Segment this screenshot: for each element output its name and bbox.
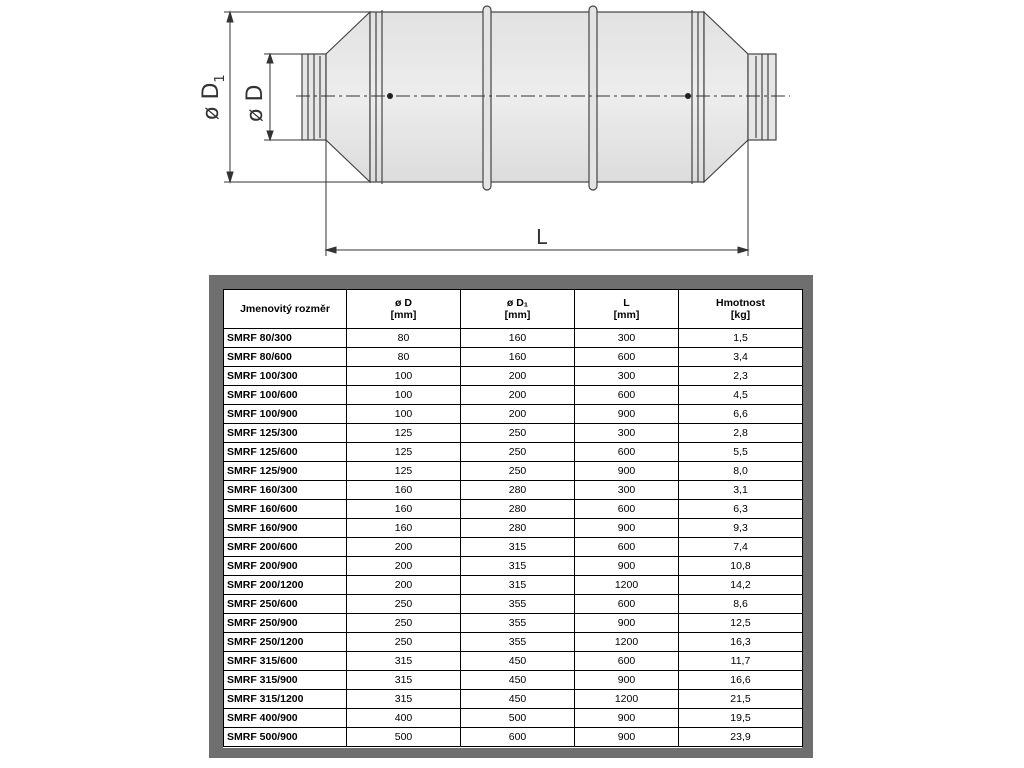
value-cell: 200 [347, 557, 461, 576]
column-header [575, 290, 679, 329]
value-cell: 900 [575, 671, 679, 690]
value-cell: 100 [347, 386, 461, 405]
table-row [224, 614, 803, 633]
size-name-cell: SMRF 315/900 [224, 671, 347, 690]
table-panel [223, 289, 802, 748]
size-name-cell: SMRF 160/300 [224, 481, 347, 500]
value-cell: 160 [461, 329, 575, 348]
value-cell: 5,5 [679, 443, 803, 462]
size-name-cell: SMRF 100/900 [224, 405, 347, 424]
value-cell: 9,3 [679, 519, 803, 538]
value-cell: 900 [575, 405, 679, 424]
table-row [224, 709, 803, 728]
column-header-label: Hmotnost [716, 297, 765, 309]
value-cell: 100 [347, 367, 461, 386]
value-cell: 8,0 [679, 462, 803, 481]
column-header-label: ø D₁ [506, 297, 529, 309]
value-cell: 3,1 [679, 481, 803, 500]
value-cell: 1200 [575, 690, 679, 709]
size-name-cell: SMRF 315/1200 [224, 690, 347, 709]
column-header [461, 290, 575, 329]
value-cell: 355 [461, 633, 575, 652]
value-cell: 450 [461, 652, 575, 671]
label-d1: ø $D_1$ [199, 74, 228, 120]
value-cell: 100 [347, 405, 461, 424]
column-header [347, 290, 461, 329]
table-row [224, 405, 803, 424]
value-cell: 600 [575, 348, 679, 367]
size-name-cell: SMRF 125/900 [224, 462, 347, 481]
value-cell: 7,4 [679, 538, 803, 557]
value-cell: 160 [347, 500, 461, 519]
table-row [224, 481, 803, 500]
size-name-cell: SMRF 200/600 [224, 538, 347, 557]
size-name-cell: SMRF 125/600 [224, 443, 347, 462]
value-cell: 19,5 [679, 709, 803, 728]
column-header-unit: [mm] [504, 309, 531, 321]
size-name-cell: SMRF 250/600 [224, 595, 347, 614]
label-l: L [536, 225, 548, 249]
value-cell: 315 [461, 538, 575, 557]
table-row [224, 690, 803, 709]
table-row [224, 500, 803, 519]
size-name-cell: SMRF 80/300 [224, 329, 347, 348]
value-cell: 80 [347, 348, 461, 367]
value-cell: 250 [461, 424, 575, 443]
value-cell: 4,5 [679, 386, 803, 405]
value-cell: 300 [575, 329, 679, 348]
column-header-label: L [623, 297, 630, 309]
value-cell: 16,3 [679, 633, 803, 652]
value-cell: 315 [461, 576, 575, 595]
value-cell: 23,9 [679, 728, 803, 747]
value-cell: 280 [461, 519, 575, 538]
value-cell: 450 [461, 671, 575, 690]
silencer-technical-drawing [0, 0, 1024, 270]
value-cell: 2,3 [679, 367, 803, 386]
value-cell: 600 [575, 443, 679, 462]
table-row [224, 367, 803, 386]
table-row [224, 443, 803, 462]
value-cell: 600 [575, 652, 679, 671]
value-cell: 10,8 [679, 557, 803, 576]
value-cell: 2,8 [679, 424, 803, 443]
table-row [224, 557, 803, 576]
value-cell: 315 [347, 652, 461, 671]
value-cell: 355 [461, 614, 575, 633]
value-cell: 8,6 [679, 595, 803, 614]
value-cell: 500 [347, 728, 461, 747]
value-cell: 355 [461, 595, 575, 614]
size-name-cell: SMRF 400/900 [224, 709, 347, 728]
column-header [224, 290, 347, 329]
table-row [224, 386, 803, 405]
table-row [224, 671, 803, 690]
value-cell: 250 [461, 443, 575, 462]
value-cell: 600 [575, 595, 679, 614]
dimension-d [264, 54, 302, 140]
value-cell: 160 [347, 519, 461, 538]
table-row [224, 633, 803, 652]
label-d: ø D [243, 84, 268, 122]
value-cell: 600 [461, 728, 575, 747]
value-cell: 450 [461, 690, 575, 709]
value-cell: 315 [461, 557, 575, 576]
table-row [224, 538, 803, 557]
value-cell: 250 [461, 462, 575, 481]
value-cell: 300 [575, 367, 679, 386]
value-cell: 315 [347, 671, 461, 690]
column-header-unit: [kg] [730, 309, 751, 321]
value-cell: 6,3 [679, 500, 803, 519]
column-header [679, 290, 803, 329]
size-name-cell: SMRF 160/600 [224, 500, 347, 519]
value-cell: 900 [575, 709, 679, 728]
value-cell: 300 [575, 424, 679, 443]
centre-dot-right [685, 93, 691, 99]
table-row [224, 348, 803, 367]
value-cell: 125 [347, 443, 461, 462]
table-row [224, 519, 803, 538]
dimensions-table [223, 289, 803, 747]
value-cell: 600 [575, 500, 679, 519]
silencer-body [302, 6, 776, 190]
value-cell: 500 [461, 709, 575, 728]
column-header-label: ø D [395, 297, 412, 309]
size-name-cell: SMRF 160/900 [224, 519, 347, 538]
value-cell: 250 [347, 614, 461, 633]
value-cell: 1,5 [679, 329, 803, 348]
table-row [224, 462, 803, 481]
size-name-cell: SMRF 200/1200 [224, 576, 347, 595]
value-cell: 14,2 [679, 576, 803, 595]
size-name-cell: SMRF 125/300 [224, 424, 347, 443]
size-name-cell: SMRF 200/900 [224, 557, 347, 576]
size-name-cell: SMRF 315/600 [224, 652, 347, 671]
value-cell: 160 [347, 481, 461, 500]
value-cell: 280 [461, 500, 575, 519]
value-cell: 900 [575, 614, 679, 633]
value-cell: 280 [461, 481, 575, 500]
value-cell: 200 [461, 405, 575, 424]
value-cell: 315 [347, 690, 461, 709]
value-cell: 3,4 [679, 348, 803, 367]
size-name-cell: SMRF 250/900 [224, 614, 347, 633]
size-name-cell: SMRF 100/600 [224, 386, 347, 405]
value-cell: 600 [575, 386, 679, 405]
size-name-cell: SMRF 250/1200 [224, 633, 347, 652]
value-cell: 125 [347, 424, 461, 443]
table-frame [209, 275, 813, 758]
value-cell: 900 [575, 728, 679, 747]
value-cell: 200 [461, 367, 575, 386]
table-row [224, 576, 803, 595]
table-row [224, 652, 803, 671]
value-cell: 6,6 [679, 405, 803, 424]
table-row [224, 329, 803, 348]
value-cell: 300 [575, 481, 679, 500]
value-cell: 21,5 [679, 690, 803, 709]
table-body [224, 329, 803, 747]
header-row [224, 290, 803, 329]
value-cell: 600 [575, 538, 679, 557]
value-cell: 400 [347, 709, 461, 728]
value-cell: 200 [347, 576, 461, 595]
table-row [224, 424, 803, 443]
value-cell: 900 [575, 462, 679, 481]
value-cell: 16,6 [679, 671, 803, 690]
value-cell: 1200 [575, 633, 679, 652]
value-cell: 160 [461, 348, 575, 367]
value-cell: 1200 [575, 576, 679, 595]
column-header-label: Jmenovitý rozměr [240, 303, 330, 315]
value-cell: 12,5 [679, 614, 803, 633]
value-cell: 900 [575, 519, 679, 538]
value-cell: 80 [347, 329, 461, 348]
size-name-cell: SMRF 100/300 [224, 367, 347, 386]
centre-dot-left [387, 93, 393, 99]
value-cell: 250 [347, 633, 461, 652]
value-cell: 200 [347, 538, 461, 557]
table-row [224, 595, 803, 614]
column-header-unit: [mm] [390, 309, 417, 321]
value-cell: 11,7 [679, 652, 803, 671]
size-name-cell: SMRF 500/900 [224, 728, 347, 747]
value-cell: 125 [347, 462, 461, 481]
size-name-cell: SMRF 80/600 [224, 348, 347, 367]
value-cell: 250 [347, 595, 461, 614]
value-cell: 900 [575, 557, 679, 576]
column-header-unit: [mm] [613, 309, 640, 321]
value-cell: 200 [461, 386, 575, 405]
table-row [224, 728, 803, 747]
